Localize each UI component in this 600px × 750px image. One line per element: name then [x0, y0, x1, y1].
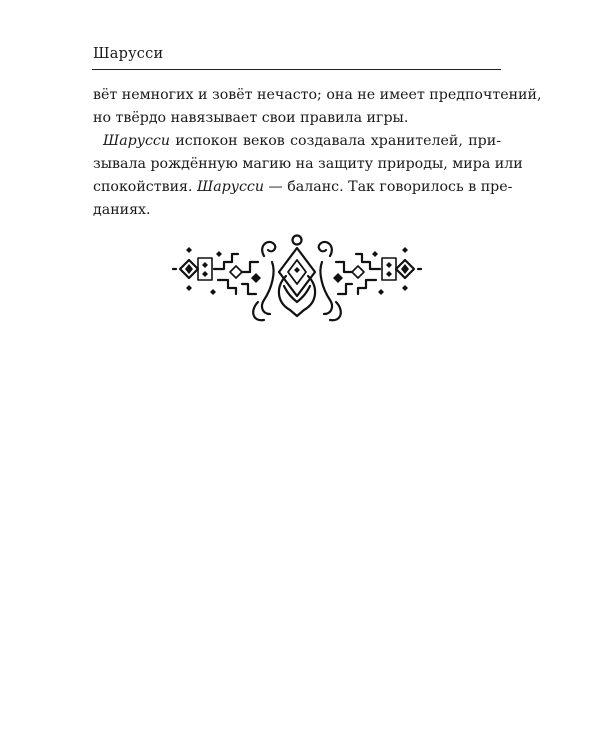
- paragraph-line: [93, 130, 501, 153]
- paragraph-line: [93, 176, 513, 199]
- text-line: даниях.: [93, 202, 151, 218]
- folk-ornament-divider-icon: [172, 232, 422, 326]
- emphasized-word: Шарусси: [197, 179, 265, 195]
- text-span: спокойствия.: [93, 179, 198, 195]
- emphasized-word: Шарусси: [103, 133, 170, 149]
- header-rule: [92, 69, 501, 70]
- running-head-title: Шарусси: [93, 46, 164, 62]
- text-line: вёт немногих и зовёт нечасто; она не имеет предпочтений,: [93, 87, 542, 103]
- text-line: зывала рождённую магию на защиту природы, мира или: [93, 156, 523, 172]
- text-span: — баланс. Так говорилось в пре-: [264, 179, 513, 195]
- page-body: [93, 84, 542, 222]
- text-line: но твёрдо навязывает свои правила игры.: [93, 110, 409, 126]
- text-span: испокон веков создавала хранителей, при-: [170, 133, 501, 149]
